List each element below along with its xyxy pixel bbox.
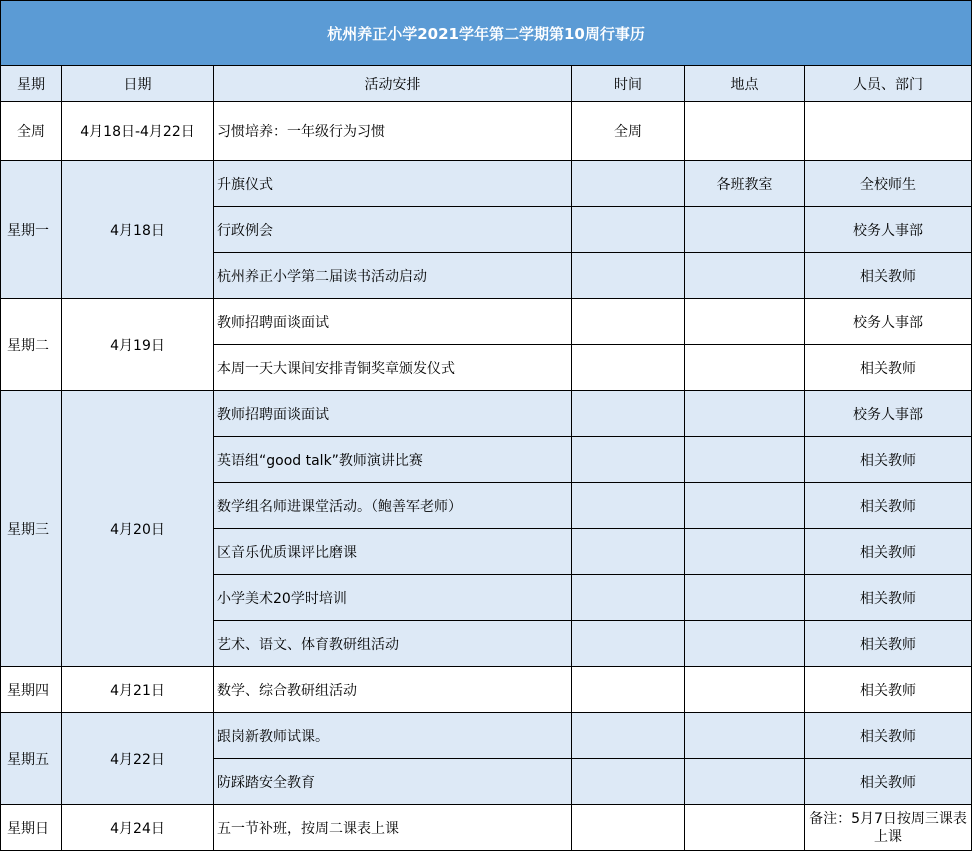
people-cell: 相关教师: [805, 345, 972, 391]
people-cell: 相关教师: [805, 575, 972, 621]
people-cell: 相关教师: [805, 483, 972, 529]
place-cell: [685, 253, 805, 299]
time-cell: [572, 161, 685, 207]
remark-cell: 备注：5月7日按周三课表上课: [805, 805, 972, 851]
people-cell: 校务人事部: [805, 299, 972, 345]
place-cell: [685, 207, 805, 253]
table-row: [1, 391, 972, 437]
date-cell: 4月20日: [62, 391, 214, 667]
people-cell: 校务人事部: [805, 391, 972, 437]
header-date: 日期: [62, 66, 214, 102]
day-cell: 星期四: [1, 667, 62, 713]
activity-cell: 升旗仪式: [214, 161, 572, 207]
activity-cell: 行政例会: [214, 207, 572, 253]
table-row: [1, 805, 972, 851]
activity-cell: 杭州养正小学第二届读书活动启动: [214, 253, 572, 299]
table-row: [1, 713, 972, 759]
day-cell: 星期日: [1, 805, 62, 851]
page-title: 杭州养正小学2021学年第二学期第10周行事历: [1, 1, 972, 66]
place-cell: [685, 621, 805, 667]
people-cell: 相关教师: [805, 621, 972, 667]
place-cell: [685, 529, 805, 575]
date-cell: 4月22日: [62, 713, 214, 805]
activity-cell: 防踩踏安全教育: [214, 759, 572, 805]
time-cell: [572, 253, 685, 299]
day-cell: 星期二: [1, 299, 62, 391]
place-cell: [685, 391, 805, 437]
date-cell: 4月24日: [62, 805, 214, 851]
people-cell: 相关教师: [805, 529, 972, 575]
place-cell: [685, 345, 805, 391]
header-time: 时间: [572, 66, 685, 102]
place-cell: 各班教室: [685, 161, 805, 207]
time-cell: [572, 805, 685, 851]
day-cell: 星期一: [1, 161, 62, 299]
time-cell: [572, 759, 685, 805]
day-cell: 星期五: [1, 713, 62, 805]
time-cell: [572, 437, 685, 483]
activity-cell: 五一节补班，按周二课表上课: [214, 805, 572, 851]
header-place: 地点: [685, 66, 805, 102]
time-cell: [572, 299, 685, 345]
people-cell: 相关教师: [805, 253, 972, 299]
date-cell: 4月21日: [62, 667, 214, 713]
activity-cell: 区音乐优质课评比磨课: [214, 529, 572, 575]
place-cell: [685, 102, 805, 161]
time-cell: [572, 207, 685, 253]
activity-cell: 小学美术20学时培训: [214, 575, 572, 621]
header-day: 星期: [1, 66, 62, 102]
place-cell: [685, 667, 805, 713]
activity-cell: 本周一天大课间安排青铜奖章颁发仪式: [214, 345, 572, 391]
table-row: [1, 161, 972, 207]
day-cell: 星期三: [1, 391, 62, 667]
place-cell: [685, 483, 805, 529]
date-cell: 4月18日-4月22日: [62, 102, 214, 161]
people-cell: 相关教师: [805, 667, 972, 713]
time-cell: [572, 713, 685, 759]
place-cell: [685, 805, 805, 851]
time-cell: [572, 621, 685, 667]
activity-cell: 教师招聘面谈面试: [214, 391, 572, 437]
date-cell: 4月18日: [62, 161, 214, 299]
table-row: [1, 102, 972, 161]
header-activity: 活动安排: [214, 66, 572, 102]
table-row: [1, 667, 972, 713]
time-cell: [572, 529, 685, 575]
header-row: [1, 66, 972, 102]
place-cell: [685, 299, 805, 345]
place-cell: [685, 575, 805, 621]
table-row: [1, 299, 972, 345]
activity-cell: 英语组“good talk”教师演讲比赛: [214, 437, 572, 483]
activity-cell: 跟岗新教师试课。: [214, 713, 572, 759]
time-cell: [572, 345, 685, 391]
people-cell: 校务人事部: [805, 207, 972, 253]
place-cell: [685, 437, 805, 483]
people-cell: 全校师生: [805, 161, 972, 207]
time-cell: [572, 667, 685, 713]
activity-cell: 数学组名师进课堂活动。（鲍善军老师）: [214, 483, 572, 529]
time-cell: [572, 575, 685, 621]
people-cell: 相关教师: [805, 759, 972, 805]
activity-cell: 习惯培养：一年级行为习惯: [214, 102, 572, 161]
activity-cell: 艺术、语文、体育教研组活动: [214, 621, 572, 667]
place-cell: [685, 759, 805, 805]
place-cell: [685, 713, 805, 759]
activity-cell: 教师招聘面谈面试: [214, 299, 572, 345]
people-cell: 相关教师: [805, 713, 972, 759]
header-people: 人员、部门: [805, 66, 972, 102]
activity-cell: 数学、综合教研组活动: [214, 667, 572, 713]
people-cell: 相关教师: [805, 437, 972, 483]
day-cell: 全周: [1, 102, 62, 161]
time-cell: 全周: [572, 102, 685, 161]
time-cell: [572, 483, 685, 529]
time-cell: [572, 391, 685, 437]
date-cell: 4月19日: [62, 299, 214, 391]
people-cell: [805, 102, 972, 161]
